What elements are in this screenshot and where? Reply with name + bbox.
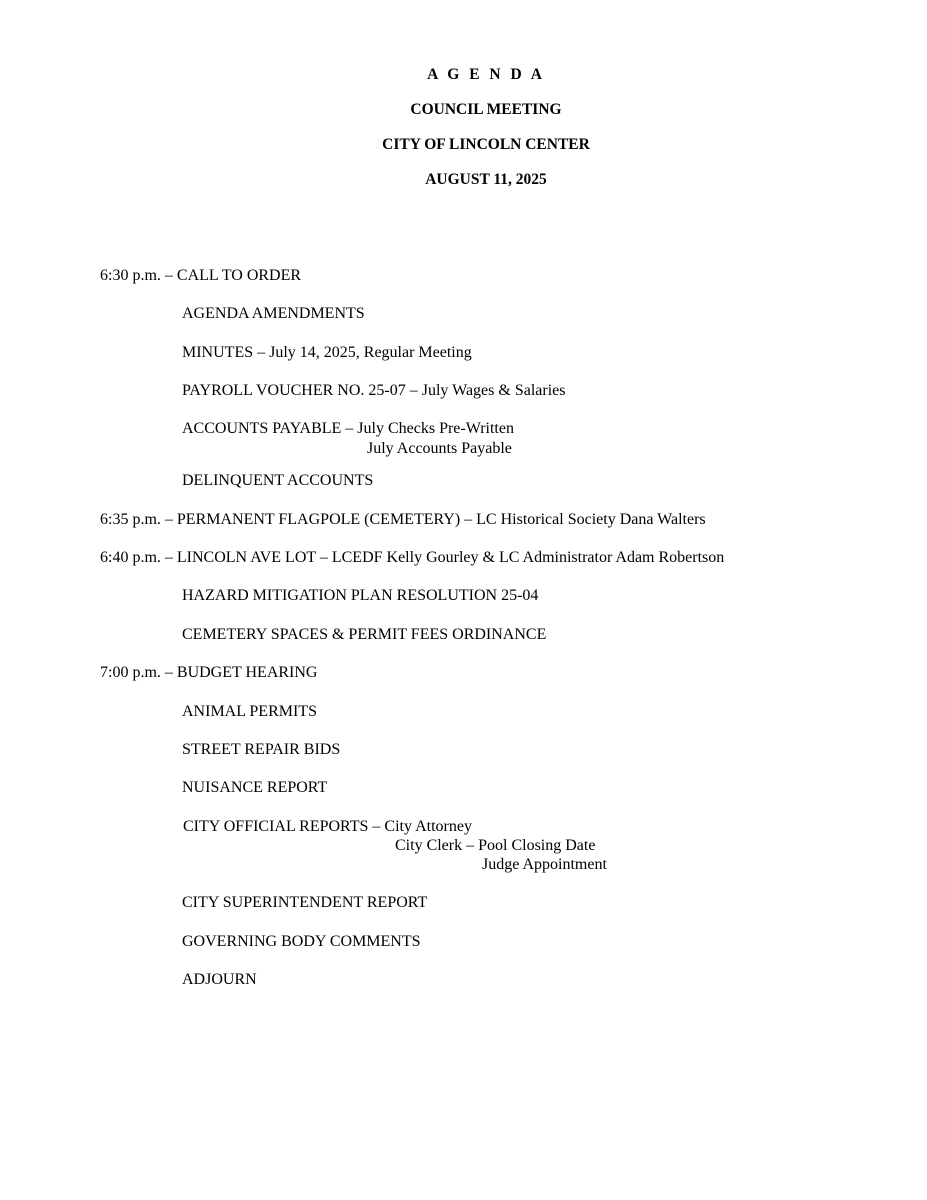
agenda-item-flagpole: 6:35 p.m. – PERMANENT FLAGPOLE (CEMETERY) – LC Historical Society Dana Walters <box>100 511 706 528</box>
agenda-subitem-judge-appointment: Judge Appointment <box>482 856 607 873</box>
agenda-item-cemetery-spaces: CEMETERY SPACES & PERMIT FEES ORDINANCE <box>182 626 547 643</box>
agenda-title: A G E N D A <box>427 66 545 83</box>
agenda-item-delinquent-accounts: DELINQUENT ACCOUNTS <box>182 472 374 489</box>
meeting-type: COUNCIL MEETING <box>410 101 562 118</box>
city-name: CITY OF LINCOLN CENTER <box>382 136 590 153</box>
agenda-item-accounts-payable: ACCOUNTS PAYABLE – July Checks Pre-Written <box>182 420 514 437</box>
agenda-item-amendments: AGENDA AMENDMENTS <box>182 305 365 322</box>
agenda-item-nuisance-report: NUISANCE REPORT <box>182 779 328 796</box>
agenda-item-street-repair-bids: STREET REPAIR BIDS <box>182 741 341 758</box>
meeting-date: AUGUST 11, 2025 <box>425 171 547 188</box>
agenda-item-adjourn: ADJOURN <box>182 971 257 988</box>
agenda-item-payroll-voucher: PAYROLL VOUCHER NO. 25-07 – July Wages & Salaries <box>182 382 566 399</box>
agenda-subitem-city-clerk: City Clerk – Pool Closing Date <box>395 837 596 854</box>
agenda-item-city-official-reports: CITY OFFICIAL REPORTS – City Attorney <box>183 818 472 835</box>
agenda-item-animal-permits: ANIMAL PERMITS <box>182 703 317 720</box>
agenda-item-governing-body-comments: GOVERNING BODY COMMENTS <box>182 933 421 950</box>
agenda-item-lincoln-ave-lot: 6:40 p.m. – LINCOLN AVE LOT – LCEDF Kelly Gourley & LC Administrator Adam Robertson <box>100 549 725 566</box>
agenda-item-call-to-order: 6:30 p.m. – CALL TO ORDER <box>100 267 302 284</box>
agenda-subitem-accounts-payable: July Accounts Payable <box>367 440 512 457</box>
agenda-item-superintendent-report: CITY SUPERINTENDENT REPORT <box>182 894 428 911</box>
agenda-item-minutes: MINUTES – July 14, 2025, Regular Meeting <box>182 344 472 361</box>
agenda-item-hazard-mitigation: HAZARD MITIGATION PLAN RESOLUTION 25-04 <box>182 587 539 604</box>
agenda-item-budget-hearing: 7:00 p.m. – BUDGET HEARING <box>100 664 318 681</box>
